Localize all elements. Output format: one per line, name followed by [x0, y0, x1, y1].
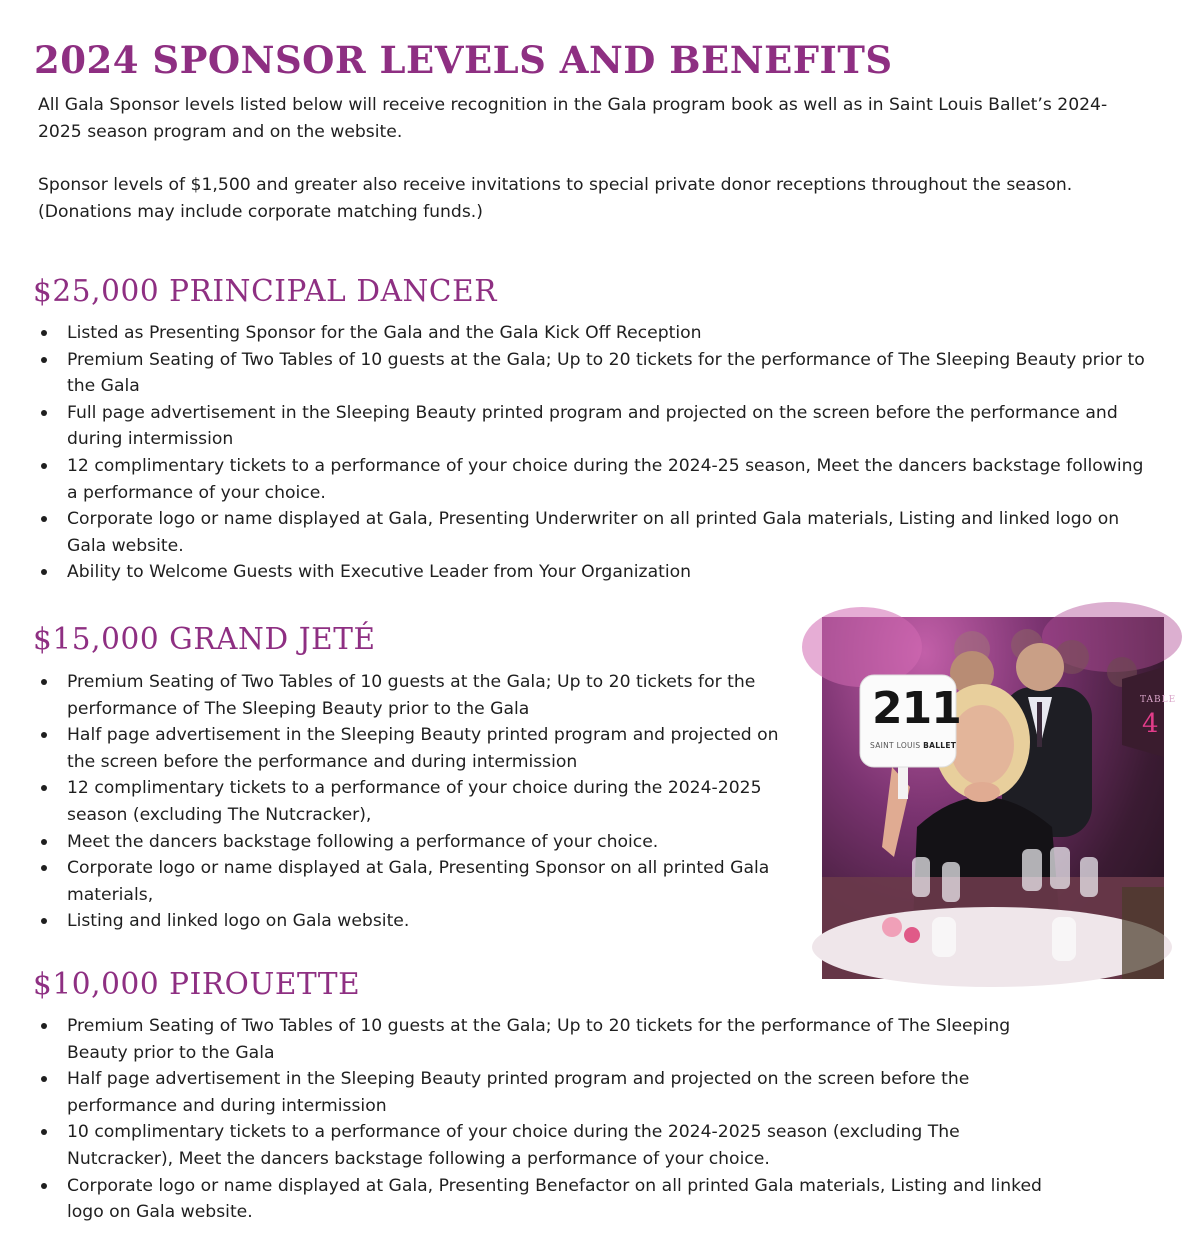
list-item: Corporate logo or name displayed at Gala, Presenting Underwriter on all printed Gala materials, Listing and linked logo on Gala website. [38, 506, 1158, 559]
intro-paragraph-receptions: Sponsor levels of $1,500 and greater also receive invitations to special private donor receptions throughout the season. (Donations may include corporate matching funds.) [38, 175, 1073, 222]
list-item: Half page advertisement in the Sleeping Beauty printed program and projected on the screen before the performance and during intermission [38, 1066, 1048, 1119]
list-item: Meet the dancers backstage following a performance of your choice. [38, 829, 808, 856]
paddle-brand-light: SAINT LOUIS [870, 741, 921, 750]
list-item: Corporate logo or name displayed at Gala, Presenting Benefactor on all printed Gala materials, Listing and linked logo on Gala website. [38, 1173, 1048, 1226]
table-sign-label: TABLE [1140, 695, 1177, 705]
level-heading-grand-jete: $15,000 GRAND JETÉ [33, 622, 376, 656]
list-item: Listing and linked logo on Gala website. [38, 908, 808, 935]
level-heading-principal-dancer: $25,000 PRINCIPAL DANCER [33, 274, 498, 308]
list-item: Corporate logo or name displayed at Gala, Presenting Sponsor on all printed Gala materials, [38, 855, 808, 908]
list-item: Premium Seating of Two Tables of 10 guests at the Gala; Up to 20 tickets for the performance of The Sleeping Beauty prior to the Gala [38, 669, 808, 722]
level-heading-pirouette: $10,000 PIROUETTE [33, 967, 361, 1001]
list-item: Premium Seating of Two Tables of 10 guests at the Gala; Up to 20 tickets for the performance of The Sleeping Beauty prior to the Gala [38, 1013, 1048, 1066]
list-item: Half page advertisement in the Sleeping Beauty printed program and projected on the screen before the performance and during intermission [38, 722, 808, 775]
photo-illustration [822, 617, 1164, 979]
list-item: 12 complimentary tickets to a performance of your choice during the 2024-2025 season (excluding The Nutcracker), [38, 775, 808, 828]
list-item: Premium Seating of Two Tables of 10 guests at the Gala; Up to 20 tickets for the performance of The Sleeping Beauty prior to the Gala [38, 347, 1158, 400]
table-sign-number: 4 [1142, 709, 1159, 739]
benefits-list-grand-jete [38, 669, 808, 935]
intro-paragraph-recognition: All Gala Sponsor levels listed below will receive recognition in the Gala program book as well as in Saint Louis Ballet’s 2024-2025 season program and on the website. [38, 95, 1108, 142]
list-item: Ability to Welcome Guests with Executive Leader from Your Organization [38, 559, 1158, 586]
paddle-brand [870, 741, 956, 750]
benefits-list-pirouette [38, 1013, 1048, 1226]
paddle-brand-bold: BALLET [923, 741, 957, 750]
list-item: Listed as Presenting Sponsor for the Gala and the Gala Kick Off Reception [38, 320, 1158, 347]
benefits-list-principal-dancer [38, 320, 1158, 586]
gala-guest-photo [822, 617, 1177, 979]
paddle-number: 211 [872, 683, 961, 734]
list-item: Full page advertisement in the Sleeping Beauty printed program and projected on the screen before the performance and during intermission [38, 400, 1158, 453]
list-item: 10 complimentary tickets to a performance of your choice during the 2024-2025 season (excluding The Nutcracker), Meet the dancers backstage following a performance of your choice. [38, 1119, 1048, 1172]
list-item: 12 complimentary tickets to a performance of your choice during the 2024-25 season, Meet the dancers backstage following a performance of your choice. [38, 453, 1158, 506]
page-title: 2024 SPONSOR LEVELS AND BENEFITS [34, 38, 893, 82]
